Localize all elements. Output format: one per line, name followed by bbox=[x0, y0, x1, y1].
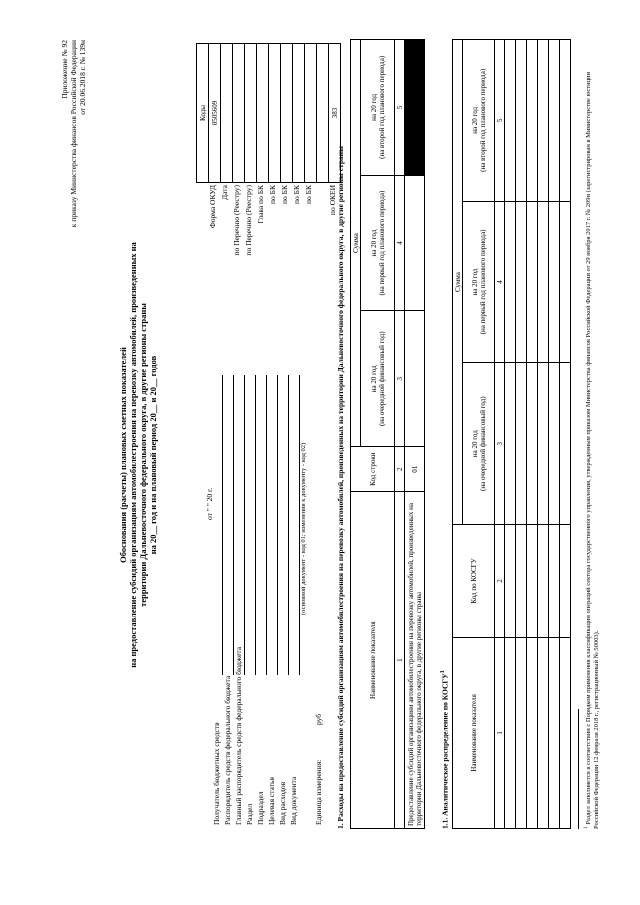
code-label: по БК bbox=[292, 185, 301, 204]
unit-label: Единица измерения: bbox=[314, 759, 323, 825]
s11-num: 3 bbox=[495, 363, 505, 525]
date-line: от " " 20 г. bbox=[205, 487, 214, 520]
s11-cell bbox=[527, 201, 538, 363]
s1-col-y1: на 20 год (на очередной финансовый год) bbox=[361, 311, 395, 447]
codes-header: Коды bbox=[197, 44, 209, 183]
s11-cell bbox=[527, 525, 538, 638]
codes-labels bbox=[208, 185, 340, 285]
s11-col-y2: на 20 год (на первый год планового периода) bbox=[463, 201, 495, 363]
document-title bbox=[118, 155, 158, 755]
s1-num: 2 bbox=[395, 447, 405, 492]
s11-col-kosgu: Код по КОСГУ bbox=[453, 525, 495, 638]
footnote-separator bbox=[578, 709, 579, 829]
field-document-type: Вид документа bbox=[289, 776, 298, 825]
s11-cell bbox=[549, 637, 560, 828]
s11-cell bbox=[560, 525, 571, 638]
field-recipient: Получатель бюджетных средств bbox=[212, 722, 221, 825]
doc-type-hint: (основной документ - код 01; изменения к документу - код 02) bbox=[300, 442, 307, 615]
s11-num: 4 bbox=[495, 201, 505, 363]
code-value bbox=[221, 44, 233, 183]
code-label: по БК bbox=[280, 185, 289, 204]
code-value bbox=[305, 44, 317, 183]
title-line-3: территории Дальневосточного федерального округа, в другие регионы страны bbox=[138, 303, 148, 607]
s1-num: 4 bbox=[395, 175, 405, 311]
s11-cell bbox=[505, 40, 516, 202]
underline bbox=[233, 375, 234, 675]
title-line-4: на 20__ год и на плановый период 20__ и 20__ годов bbox=[148, 355, 158, 555]
s1-cell-filled bbox=[405, 40, 425, 176]
fields-block bbox=[212, 646, 300, 825]
s1-col-y2: на 20 год (на первый год планового периода) bbox=[361, 175, 395, 311]
footnote-text: Раздел заполняется в соответствии с Порядком применения классификации операций сектора государственного управления, утвержденным приказом Министерства финансов Российской Федерации от 29 ноября 2017 г. № 209н (зарегистрирован в Министерстве юстиции Российской Федерации 12 февраля 2018 г., регистрационный № 50003). bbox=[585, 72, 601, 829]
field-distributor: Распорядитель средств федерального бюджета bbox=[223, 675, 232, 825]
section11-title-sup: 1 bbox=[439, 670, 446, 674]
code-label: Форма ОКУД bbox=[208, 185, 217, 229]
s11-cell bbox=[527, 637, 538, 828]
field-section: Раздел bbox=[245, 803, 254, 825]
s11-col-y1: на 20 год (на очередной финансовый год) bbox=[463, 363, 495, 525]
s11-num: 1 bbox=[495, 637, 505, 828]
s11-cell bbox=[505, 637, 516, 828]
underline bbox=[266, 375, 267, 675]
underline bbox=[277, 375, 278, 675]
section11-title bbox=[438, 670, 450, 829]
appendix-block bbox=[60, 40, 87, 340]
title-line-1: Обоснования (расчеты) плановых сметных показателей bbox=[118, 347, 128, 563]
s1-col-y3: на 20 год (на второй год планового периода) bbox=[361, 40, 395, 176]
code-label: Глава по БК bbox=[256, 185, 265, 224]
code-label: по Перечню (Реестру) bbox=[232, 185, 241, 256]
section1-title: 1. Расходы на предоставление субсидий организациям автомобилестроения на перевозку автомобилей, произведенных на территории Дальневосточного федерального округа, в другие регионы страны bbox=[336, 146, 345, 829]
s1-col-code: Код строки bbox=[351, 447, 395, 492]
underline bbox=[255, 375, 256, 675]
s11-cell bbox=[549, 201, 560, 363]
s11-cell bbox=[560, 40, 571, 202]
codes-table bbox=[196, 43, 341, 183]
field-main-distributor: Главный распорядитель средств федерального бюджета bbox=[234, 646, 243, 825]
code-label bbox=[316, 185, 328, 285]
s11-cell bbox=[505, 201, 516, 363]
s11-cell bbox=[549, 525, 560, 638]
s11-col-name: Наименование показателя bbox=[453, 637, 495, 828]
s11-cell bbox=[505, 525, 516, 638]
code-value bbox=[317, 44, 329, 183]
s11-cell bbox=[560, 363, 571, 525]
appendix-number: Приложение № 92 bbox=[60, 40, 69, 99]
s11-cell bbox=[516, 363, 527, 525]
section11-title-text: 1.1. Аналитическое распределение по КОСГУ bbox=[440, 673, 450, 829]
s11-cell bbox=[538, 637, 549, 828]
s11-cell bbox=[516, 525, 527, 638]
code-value: 0505609 bbox=[209, 44, 221, 183]
section1-table bbox=[350, 39, 425, 829]
s11-cell bbox=[538, 363, 549, 525]
s1-num: 5 bbox=[395, 40, 405, 176]
section11-table bbox=[452, 39, 571, 829]
code-value bbox=[281, 44, 293, 183]
appendix-order-date: от 20.06.2018 г. № 139н bbox=[78, 40, 87, 115]
code-label: Дата bbox=[220, 185, 229, 200]
field-target-article: Целевая статья bbox=[267, 777, 276, 825]
s11-cell bbox=[549, 363, 560, 525]
s11-num: 5 bbox=[495, 40, 505, 202]
s11-num: 2 bbox=[495, 525, 505, 638]
s11-col-sum: Сумма bbox=[453, 40, 463, 525]
code-value bbox=[293, 44, 305, 183]
code-label: по ОКЕИ bbox=[328, 185, 337, 216]
code-value bbox=[257, 44, 269, 183]
code-value: 383 bbox=[329, 44, 341, 183]
s1-col-name: Наименование показателя bbox=[351, 492, 395, 829]
s11-cell bbox=[549, 40, 560, 202]
unit-value: руб bbox=[314, 713, 323, 725]
underline bbox=[288, 375, 289, 675]
underline bbox=[222, 375, 223, 675]
appendix-order: к приказу Министерства финансов Российской Федерации bbox=[69, 40, 78, 228]
s11-cell bbox=[538, 525, 549, 638]
s11-cell bbox=[516, 201, 527, 363]
field-subsection: Подраздел bbox=[256, 791, 265, 825]
code-value bbox=[245, 44, 257, 183]
s11-cell bbox=[505, 363, 516, 525]
s11-cell bbox=[560, 637, 571, 828]
s1-cell bbox=[405, 311, 425, 447]
code-label: по БК bbox=[304, 185, 313, 204]
s11-cell bbox=[527, 363, 538, 525]
footnote-sup: 1 bbox=[583, 826, 589, 829]
s11-cell bbox=[516, 40, 527, 202]
s11-cell bbox=[560, 201, 571, 363]
s11-cell bbox=[538, 40, 549, 202]
s1-cell bbox=[405, 175, 425, 311]
s11-cell bbox=[516, 637, 527, 828]
s1-num: 1 bbox=[395, 492, 405, 829]
s1-col-sum: Сумма bbox=[351, 40, 361, 447]
footnote bbox=[582, 39, 601, 829]
s11-col-y3: на 20 год (на второй год планового периода) bbox=[463, 40, 495, 202]
title-line-2: на предоставление субсидий организациям автомобилестроения на перевозку автомобилей, произведенных на bbox=[128, 242, 138, 668]
code-value bbox=[233, 44, 245, 183]
field-expense-type: Вид расходов bbox=[278, 781, 287, 825]
s11-cell bbox=[527, 40, 538, 202]
s11-cell bbox=[538, 201, 549, 363]
code-label: по Перечню (Реестру) bbox=[244, 185, 253, 256]
code-value bbox=[269, 44, 281, 183]
s1-row-text: Предоставление субсидий организациям автомобилестроения на перевозку автомобилей, произведенных на территории Дальневосточного федерального округа, в другие регионы страны bbox=[405, 492, 425, 829]
s1-row-code: 01 bbox=[405, 447, 425, 492]
code-label: по БК bbox=[268, 185, 277, 204]
underline bbox=[244, 375, 245, 675]
s1-num: 3 bbox=[395, 311, 405, 447]
